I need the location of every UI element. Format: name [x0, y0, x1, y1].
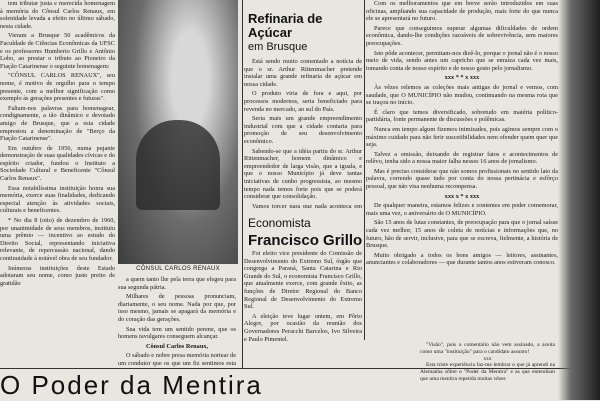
portrait-photo	[118, 0, 238, 264]
article-headline-poder-da-mentira: O Poder da Mentira	[0, 370, 263, 400]
separator: xxx x * x xxx	[444, 192, 480, 200]
column-divider	[364, 0, 365, 340]
paragraph: Parece que conseguimos superar algumas dificuldades de ordem econômica, dando-lhe condições razoáveis de sobrevivência, sem maiores preocupações.	[366, 24, 558, 47]
paragraph: O produto viria de fora e aqui, por processos modernos, seria beneficiado para revenda no mercado, ao sul do País.	[244, 90, 362, 113]
headline-line: Refinaria de Açúcar	[248, 11, 323, 40]
paragraph: Mas é preciso considerar que não somos profissionais no sentido lato da palavra, correndo quase tudo por conta do nossa pertinácia e esfôrço pessoal, que não visa nenhuma recompensa.	[366, 167, 558, 191]
paragraph: Vieram a Brusque 50 acadêmicos da Faculdade de Ciências Econômicas da UFSC e os professores Humberto Grillo e Antônio Lobo, ao prestar o tributo ao Pioneiro da Fiação Catarinense o seguinte homenagem:	[0, 32, 115, 70]
paragraph: Nunca em tempo algum fizemos inimizades, pois agimos sempre com o máximo cuidado para não ferir suscetibilidades nem ofender quem quer que seja.	[366, 125, 558, 149]
paragraph: a quem tanto lhe pela terra que elegeu para sua segunda pátria.	[118, 276, 236, 291]
headline-name: Francisco Grillo	[248, 232, 363, 249]
paragraph: Em outubro de 1956, numa pujante demonstração de suas qualidades cívicas e do espírito criador, fundou o Instituto a Sociedade Cultural e Beneficente "Cônsul Carlos Renaux".	[0, 144, 115, 183]
scan-dark-edge	[558, 0, 600, 400]
paragraph: São 15 anos de lutas constantes, de preocupação para que o jornal saísse cada vez melhor, 15 anos de coleta de notícias e informações que, no futuro, hão de servir, inclusive, para que se escreva, fielmente, a história de Brusque.	[366, 219, 558, 250]
paragraph: Faltam-nos palavras para homenagear, condignamente, a tão dinâmico e devotado amigo de Brusque, que a esta cidade emprestou a denominação de "Berço da Fiação Catarinense".	[0, 104, 115, 143]
headline-subline: em Brusque	[248, 41, 308, 53]
paragraph: De qualquer maneira, estamos felizes e contentes em poder comemorar, mais uma vez, o aniversário de O MUNICÍPIO.	[366, 202, 558, 217]
bottom-right-article-body	[420, 342, 555, 398]
paragraph: O sábado e nobre presa memória nortear de um condutor que os que um fiz sentimos esta	[118, 352, 236, 367]
photo-caption: CÔNSUL CARLOS RENAUX	[136, 266, 220, 272]
paragraph: Esta triste experiência faz-me lembrar o que já aprendi na Alemanha sôbre o "Poder da Mentira" e as que entendiam que uma mentira repetida muitas vêzes	[420, 362, 555, 382]
paragraph: Cônsul Carlos Renaux,	[145, 342, 209, 350]
paragraph: Talvez a omissão, deixando de registrar fatos e acontecimentos de relêvo, tenha sido a nossa maior falha nesses 16 anos de jornalismo.	[366, 150, 558, 166]
paragraph: Essa notabilíssima instituição honra sua memória, exerce suas finalidades, dedicando especial atenção às atividades sociais, culturais e beneficentes.	[0, 184, 115, 215]
paragraph: * No dia 8 (oito) de dezembro de 1960, por unanimidade de seus membros, instituiu uma prêmio — incentivo ao estudo do Direito Social, representando iniciativa relevante, de repercussão nacional, dando continuidade à notável obra de seu fundador.	[0, 217, 115, 262]
paragraph: Milhares de pessoas pronunciam, diariamente, o seu nome. Nada por que, por isso mesmo, jamais se apagará da memória e do coração das gerações.	[118, 293, 236, 323]
paragraph: Às vêzes relemos as coleções mais antigas do jornal e vemos, com saudade, que O MUNICÍPIO não mudou, continuando na mesma rota que se traçou no início.	[366, 83, 558, 107]
portrait-figure	[136, 120, 220, 210]
column-2-article-body	[118, 276, 236, 368]
paragraph: Muito obrigado a todos os bons amigos — leitores, assinantes, anunciantes e colaboradores — que durante tantos anos estiveram conosco.	[366, 251, 558, 267]
paragraph: Isto pôde acontecer, permitam-nos dizê-lo, porque o jornal não é o nosso meio de vida, sendo antes um capricho que se enraíza cada vez mais, tomando conta de nosso espírito e de nosso gosto pelo jornalismo.	[366, 49, 558, 72]
paragraph: Foi eleito vice presidente do Comissão de Desenvolvimento do Extremo Sul, órgão que congrega a Paraná, Santa Catarina e Rio Grande do Sul, o economista Francisco Grillo, que atualmente exerce, com grande êxito, as funções de Diretor Regional do Banco Regional de Desenvolvimento do Extremo Sul.	[244, 250, 362, 311]
column-4-economista-body	[244, 250, 362, 368]
paragraph: Inúmeras instituições deste Estado adotaram seu nome, como justo preito de gratidão	[0, 264, 115, 287]
paragraph: Seria mais um grande empreendimento industrial com que a cidade contaria para promoção de seu desenvolvimento econômico.	[244, 115, 362, 145]
separator: xxx * * x xxx	[444, 74, 480, 82]
separator: xxx	[483, 355, 492, 362]
paragraph: É claro que temos diversificado, sobretudo em matéria político-partidária, fonte permanente de discussões e polêmicas.	[366, 108, 558, 124]
paragraph: Sabendo-se que a idéia partiu do sr. Arthur Rittenmacher, homem dinâmico e empreendedor de larga visão, que a iguala, e que o nosso Município já deve tantas iniciativas de cunho progressista, ao mesmo tempo nada temos forte pois que se poderá considerar que consolidação.	[244, 147, 362, 201]
column-1-article-body	[0, 0, 115, 365]
paragraph: Com os melhoramentos que em breve serão introduzidos em suas oficinas, ampliando sua capacidade de produção, mais forte do que nunca ele se apresentará no futuro.	[366, 0, 558, 23]
column-5-editorial-body	[366, 0, 558, 335]
column-divider	[242, 0, 243, 368]
headline-economista	[248, 216, 366, 249]
paragraph: Sua vida tem um sentido perene, que os homens tavulgares conseguem alcançar.	[118, 325, 236, 341]
paragraph: Está sendo muito comentado a notícia de que o sr. Arthur Rittenmacher pretende instalar uma grande refinaria de açúcar em nossa cidade.	[244, 58, 362, 88]
paragraph: A eleição teve lugar ontem, em Pôrto Alegre, por ocasião da reunião dos Governadores Peracchi Barcelos, Ivo Silveira e Paulo Pimentel.	[244, 312, 362, 343]
column-3-refinaria-body	[244, 58, 362, 208]
paragraph: Vamos torcer para que nada aconteça em	[252, 202, 362, 208]
headline-line: Economista	[248, 216, 311, 230]
paragraph: "Visão", pois o comentário não vem assinado, a aceita como uma "instituição" para o candidato assunto!	[420, 342, 555, 355]
paragraph: tem tributar justa e merecida homenagem à memória do Cônsul Carlos Renaux, em solenidade levada a efeito no último sábado, nesta cidade.	[0, 0, 115, 30]
headline-refinaria	[248, 12, 366, 54]
paragraph: "CÔNSUL CARLOS RENAUX", seu nome, é motivo de orgulho para o tempo presente, com a melhor significação como exemplo às gerações presentes e futuras".	[0, 72, 115, 103]
